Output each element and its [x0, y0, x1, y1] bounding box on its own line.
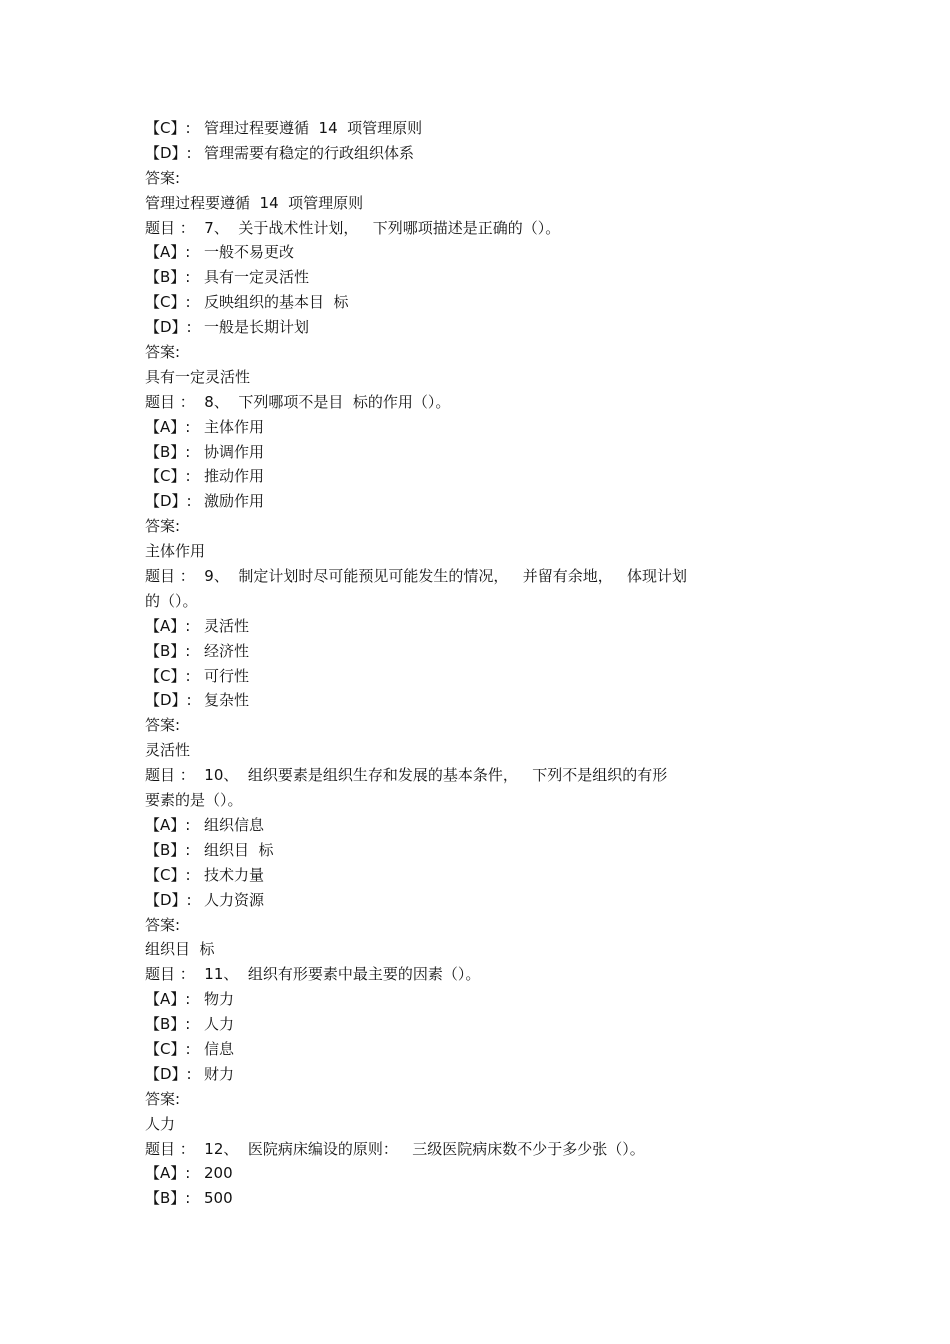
text-line: 题目 ： 12、 医院病床编设的原则： 三级医院病床数不少于多少张（）。 [145, 1139, 645, 1158]
option-text: 管理过程要遵循 14 项管理原则 [204, 119, 423, 137]
option-key: 【B】: [145, 840, 191, 859]
option-line [145, 440, 745, 465]
option-text: 主体作用 [204, 417, 265, 436]
option-line [145, 141, 745, 166]
text-line: 题目 ： 9、 制定计划时尽可能预见可能发生的情况， 并留有余地， 体现计划 [145, 567, 687, 586]
option-text: 财力 [204, 1064, 235, 1083]
option-text: 激励作用 [204, 492, 265, 511]
option-text: 可行性 [204, 666, 250, 685]
option-line [145, 1186, 745, 1211]
option-text: 复杂性 [204, 691, 250, 710]
option-line [145, 489, 745, 514]
option-line [145, 863, 745, 888]
option-line [145, 116, 745, 141]
option-text: 管理需要有稳定的行政组织体系 [204, 143, 415, 162]
text-line: 组织目 标 [145, 940, 215, 959]
option-line [145, 265, 745, 290]
option-line [145, 688, 745, 713]
option-line [145, 415, 745, 440]
option-key: 【C】: [145, 865, 191, 884]
option-key: 【B】: [145, 268, 191, 287]
option-key: 【B】: [145, 442, 191, 461]
text-line: 灵活性 [145, 741, 191, 760]
option-line [145, 240, 745, 265]
option-key: 【A】: [145, 616, 191, 635]
option-line [145, 1062, 745, 1087]
option-key: 【D】: [145, 890, 192, 909]
option-key: 【B】: [145, 641, 191, 660]
option-key: 【A】: [145, 417, 191, 436]
option-text: 500 [204, 1189, 233, 1208]
option-text: 200 [204, 1164, 233, 1183]
option-line [145, 464, 745, 489]
option-key: 【D】: [145, 318, 192, 337]
option-key: 【D】: [145, 1064, 192, 1083]
option-line [145, 1012, 745, 1037]
option-key: 【A】: [145, 990, 191, 1009]
option-key: 【C】: [145, 666, 191, 685]
text-line: 要素的是（）。 [145, 791, 243, 810]
option-text: 人力资源 [204, 890, 265, 909]
text-line: 题目 ： 10、 组织要素是组织生存和发展的基本条件， 下列不是组织的有形 [145, 766, 668, 785]
option-key: 【B】: [145, 1015, 191, 1034]
option-text: 技术力量 [204, 865, 265, 884]
option-key: 【D】: [145, 492, 192, 511]
text-line: 题目 ： 7、 关于战术性计划， 下列哪项描述是正确的（）。 [145, 218, 561, 237]
option-key: 【C】: [145, 467, 191, 486]
option-text: 协调作用 [204, 442, 265, 461]
option-key: 【C】: [145, 119, 191, 137]
option-key: 【C】: [145, 293, 191, 312]
option-text: 一般是长期计划 [204, 318, 310, 337]
option-line [145, 639, 745, 664]
text-line: 题目 ： 11、 组织有形要素中最主要的因素（）。 [145, 965, 481, 984]
document-body [145, 116, 745, 1211]
text-line: 题目 ： 8、 下列哪项不是目 标的作用（）。 [145, 392, 451, 411]
text-line: 具有一定灵活性 [145, 367, 251, 386]
option-line [145, 1161, 745, 1186]
option-line [145, 614, 745, 639]
option-line [145, 838, 745, 863]
option-text: 反映组织的基本目 标 [204, 293, 349, 312]
option-text: 人力 [204, 1015, 235, 1034]
option-line [145, 290, 745, 315]
text-line: 人力 [145, 1114, 176, 1133]
text-line: 的（）。 [145, 591, 198, 610]
option-line [145, 888, 745, 913]
option-text: 组织信息 [204, 815, 265, 834]
option-text: 具有一定灵活性 [204, 268, 310, 287]
option-line [145, 813, 745, 838]
option-key: 【C】: [145, 1039, 191, 1058]
option-key: 【D】: [145, 143, 192, 162]
text-line: 答案: [145, 1089, 181, 1108]
text-line: 答案: [145, 517, 181, 536]
option-line [145, 664, 745, 689]
option-text: 信息 [204, 1039, 235, 1058]
text-line: 答案: [145, 716, 181, 735]
text-line: 管理过程要遵循 14 项管理原则 [145, 193, 364, 212]
option-key: 【D】: [145, 691, 192, 710]
text-line: 答案: [145, 343, 181, 362]
option-text: 物力 [204, 990, 235, 1009]
text-line: 主体作用 [145, 542, 206, 561]
option-text: 一般不易更改 [204, 243, 295, 262]
option-line [145, 1037, 745, 1062]
option-text: 组织目 标 [204, 840, 274, 859]
option-key: 【A】: [145, 1164, 191, 1183]
option-key: 【B】: [145, 1189, 191, 1208]
option-key: 【A】: [145, 243, 191, 262]
option-text: 经济性 [204, 641, 250, 660]
option-key: 【A】: [145, 815, 191, 834]
option-line [145, 987, 745, 1012]
text-line: 答案: [145, 915, 181, 934]
option-text: 推动作用 [204, 467, 265, 486]
option-line [145, 315, 745, 340]
text-line: 答案: [145, 168, 181, 187]
option-text: 灵活性 [204, 616, 250, 635]
